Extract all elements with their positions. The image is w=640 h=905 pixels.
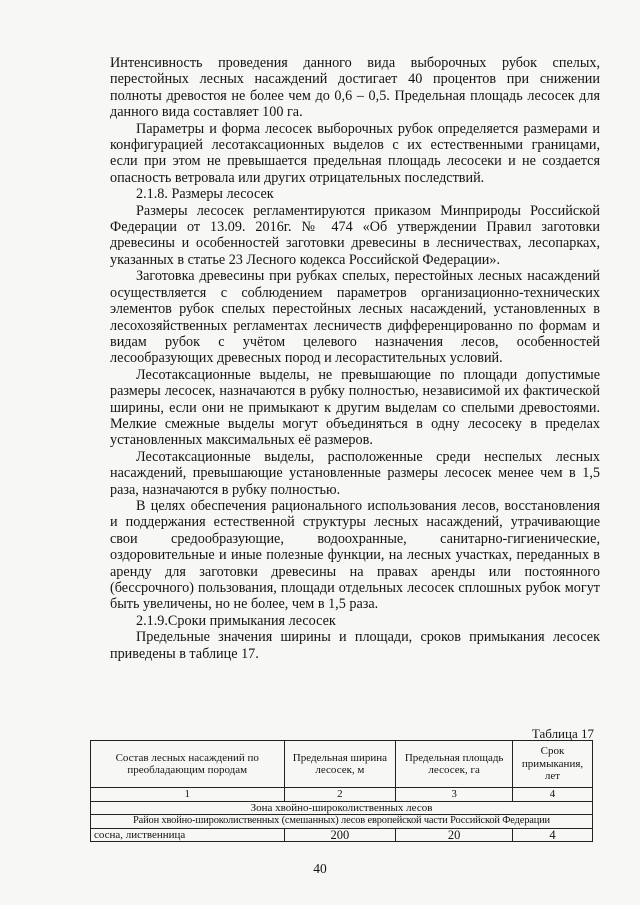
paragraph-inventory-units: Лесотаксационные выделы, не превышающие по площади допустимые размеры лесосек, назначаются в рубку полностью, независимой их фактической ширины, если они не примыкают к другим выделам со спелыми древостоями. Мелкие смежные выделы могут объединяться в одну лесосеку в пределах установленных максимальных её размеров. <box>110 366 600 449</box>
body-text <box>110 55 600 662</box>
column-number: 4 <box>513 788 593 802</box>
forest-district: Район хвойно-широколиственных (смешанных) лесов европейской части Российской Федерации <box>91 815 593 829</box>
stand-composition: сосна, лиственница <box>91 828 285 842</box>
paragraph-regulation: Размеры лесосек регламентируются приказом Минприроды Российской Федерации от 13.09. 2016г. № 474 «Об утверждении Правил заготовки древесины и особенностей заготовки древесины в лесничествах, лесопарках, указанных в статье 23 Лесного кодекса Российской Федерации». <box>110 202 600 268</box>
paragraph-table-reference: Предельные значения ширины и площади, сроков примыкания лесосек приведены в таблице 17. <box>110 629 600 662</box>
table-caption: Таблица 17 <box>531 726 594 741</box>
header-stand-composition: Состав лесных насаждений по преобладающим породам <box>91 741 285 788</box>
header-adjacency-period: Срок примыкания, лет <box>513 741 593 788</box>
header-max-width: Предельная ширина лесосек, м <box>284 741 396 788</box>
cutting-area-table <box>90 740 593 842</box>
max-area-value: 20 <box>396 828 513 842</box>
forest-zone: Зона хвойно-широколиственных лесов <box>91 801 593 815</box>
table-zone-row <box>91 801 593 815</box>
paragraph-parameters: Параметры и форма лесосек выборочных рубок определяется размерами и конфигурацией лесотаксационных выделов с их естественными границами, если при этом не превышается предельная площадь лесосеки и не создается опасность ветровала или других отрицательных последствий. <box>110 120 600 186</box>
section-heading-2-1-8: 2.1.8. Размеры лесосек <box>136 186 274 203</box>
table-district-row <box>91 815 593 829</box>
column-number: 3 <box>396 788 513 802</box>
paragraph-intensity: Интенсивность проведения данного вида выборочных рубок спелых, перестойных лесных насаждений достигает 40 процентов при снижении полноты древостоя не более чем до 0,6 – 0,5. Предельная площадь лесосек для данного вида составляет 100 га. <box>110 55 600 121</box>
header-max-area: Предельная площадь лесосек, га <box>396 741 513 788</box>
paragraph-rational-use: В целях обеспечения рационального использования лесов, восстановления и поддержания естественной структуры лесных насаждений, утрачивающие свои средообразующие, водоохранные, санитарно-гигиенические, оздоровительные и иные полезные функции, на лесных участках, переданных в аренду для заготовки древесины на правах аренды или постоянного (бессрочного) пользования, площади отдельных лесосек сплошных рубок могут быть увеличены, но не более, чем в 1,5 раза. <box>110 497 600 613</box>
paragraph-immature-stands: Лесотаксационные выделы, расположенные среди неспелых лесных насаждений, превышающие установленные размеры лесосек менее чем в 1,5 раза, назначаются в рубку полностью. <box>110 448 600 498</box>
column-number: 2 <box>284 788 396 802</box>
column-number: 1 <box>91 788 285 802</box>
table-row <box>91 828 593 842</box>
page-number: 40 <box>313 861 327 876</box>
max-width-value: 200 <box>284 828 396 842</box>
adjacency-period-value: 4 <box>513 828 593 842</box>
table-column-number-row <box>91 788 593 802</box>
section-heading-2-1-9: 2.1.9.Сроки примыкания лесосек <box>136 612 336 629</box>
table-header-row <box>91 741 593 788</box>
paragraph-harvesting: Заготовка древесины при рубках спелых, перестойных лесных насаждений осуществляется с соблюдением параметров организационно-технических элементов рубок спелых перестойных лесных насаждений, установленных в лесохозяйственных регламентах лесничеств дифференцированно по формам и видам рубок с учётом целевого назначения лесов, особенностей лесообразующих древесных пород и лесорастительных условий. <box>110 268 600 367</box>
